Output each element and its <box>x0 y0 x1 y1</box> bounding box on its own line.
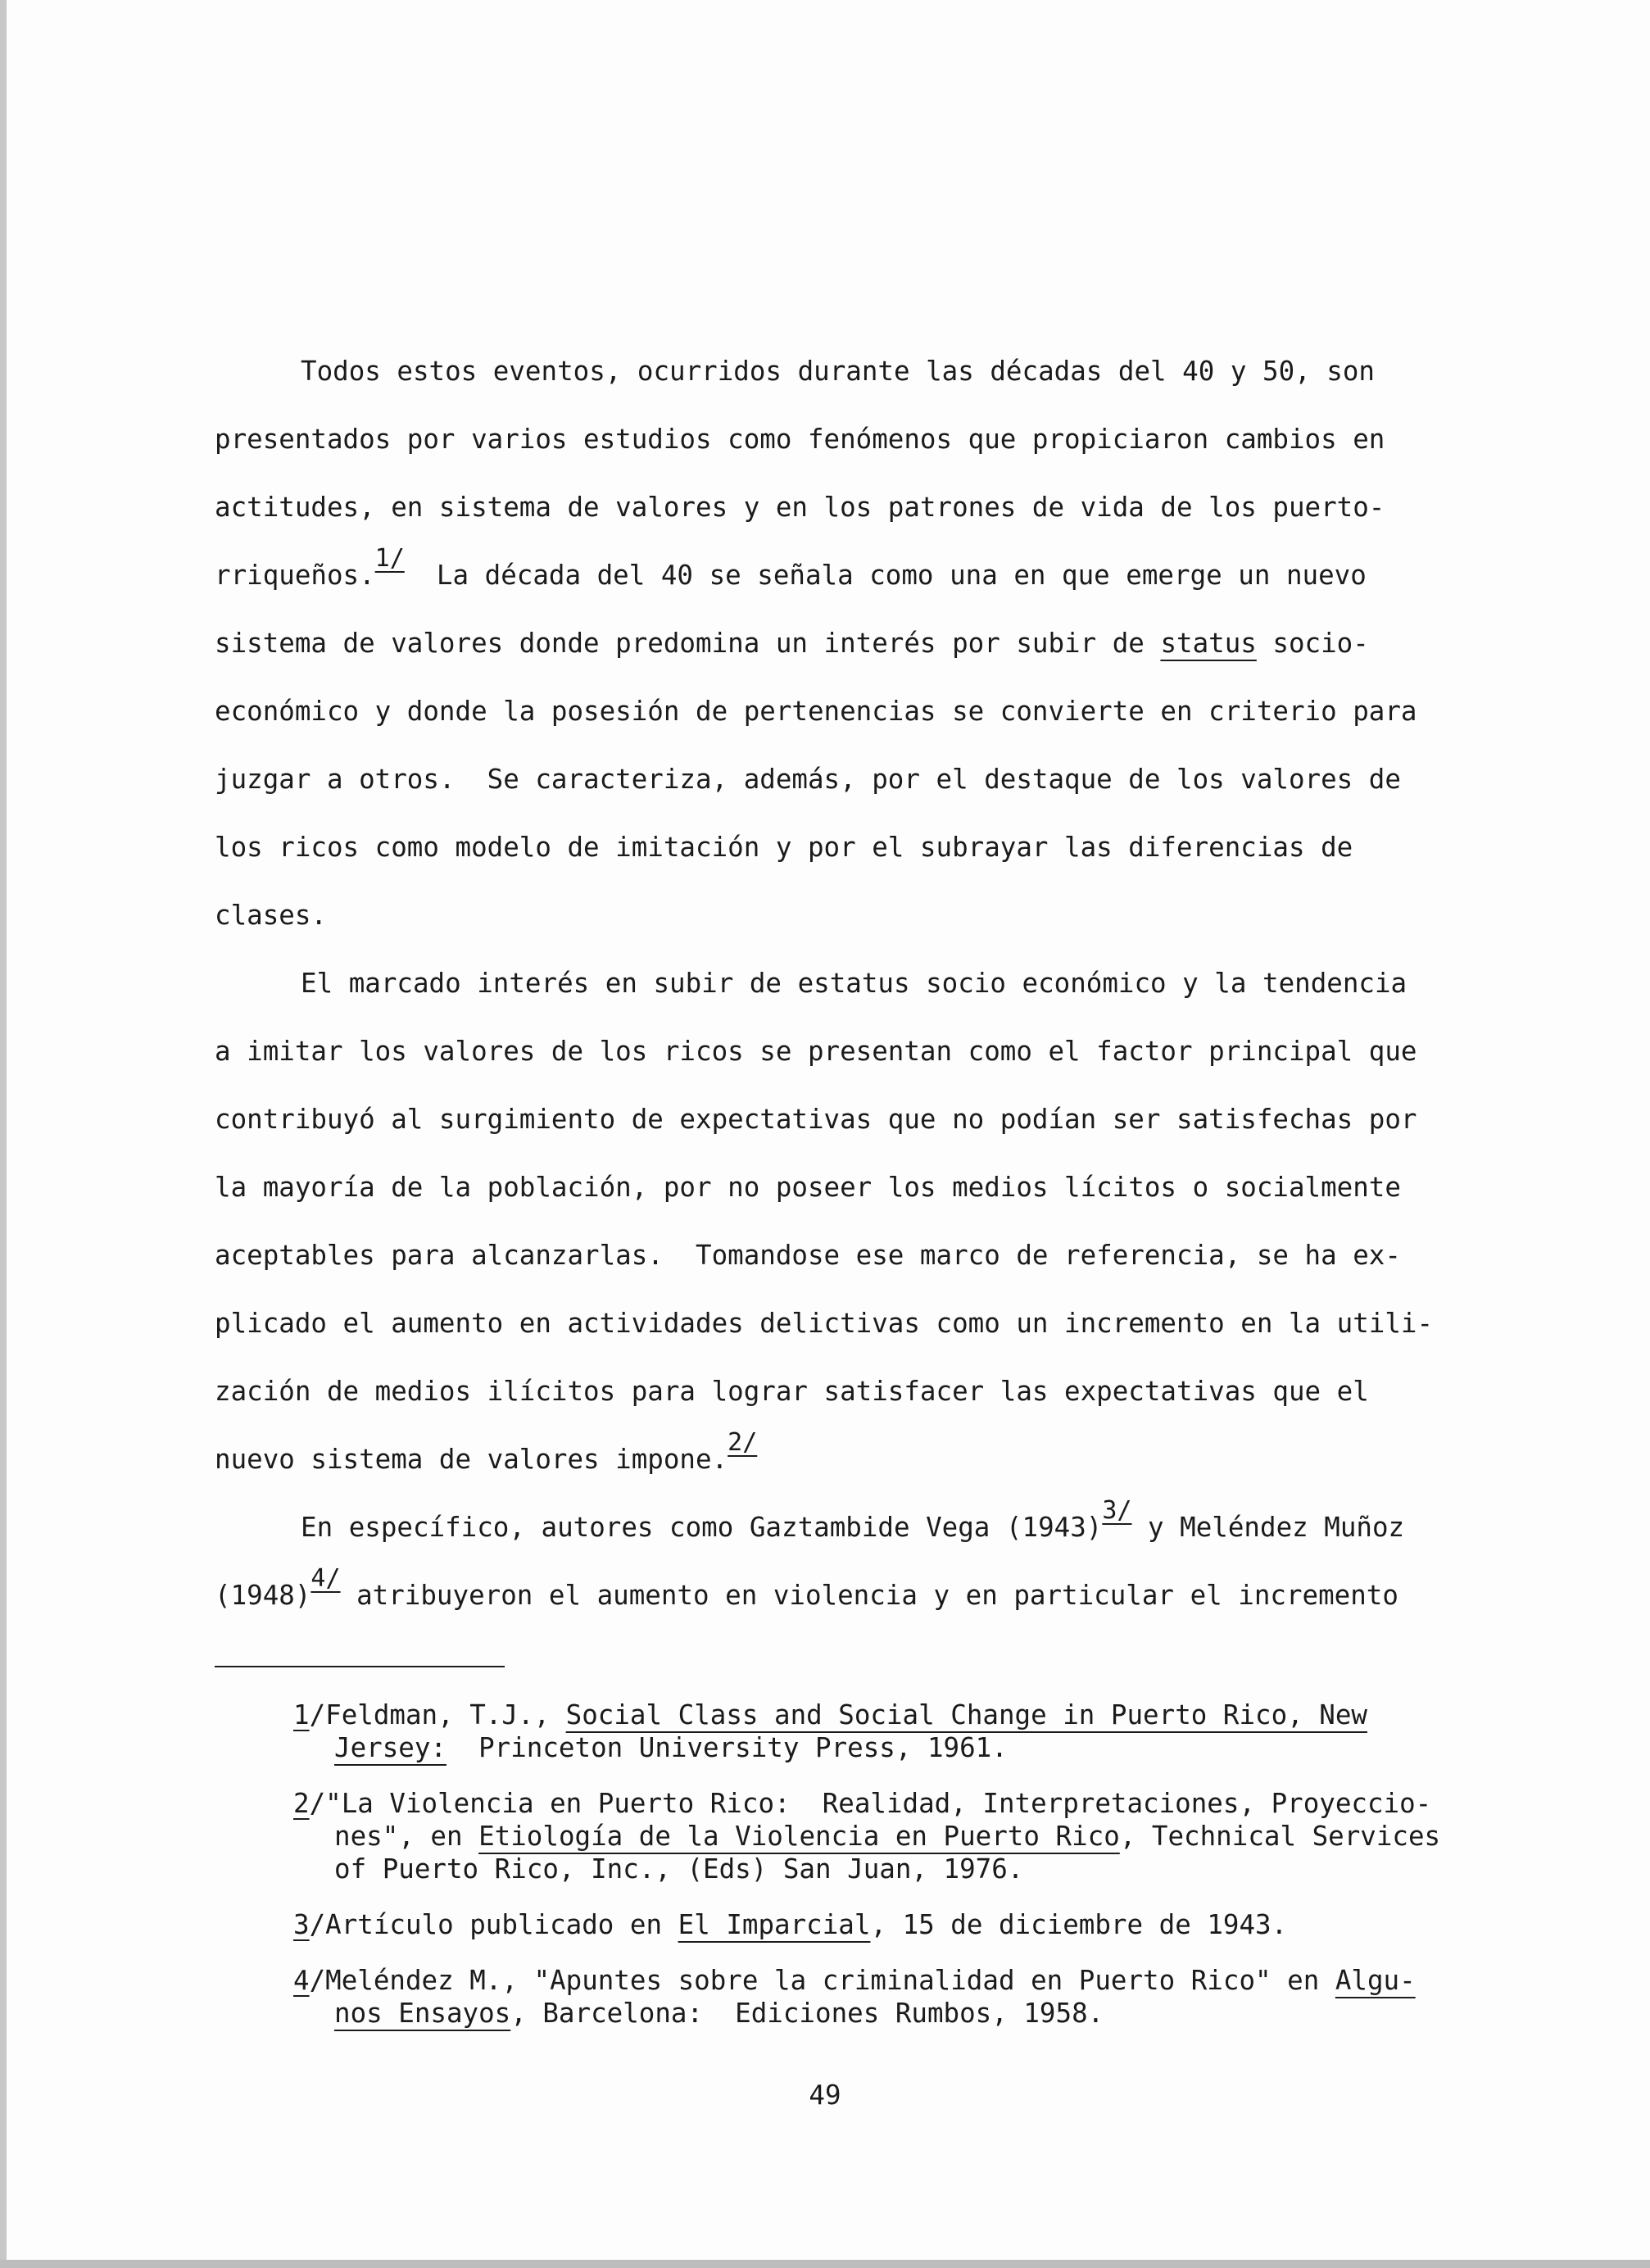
footnote-text: , Technical Services <box>1119 1821 1441 1852</box>
paragraph-2-line <box>215 1222 1509 1290</box>
footnote-text: /Artículo publicado en <box>309 1909 678 1940</box>
page-number: 49 <box>809 2080 841 2111</box>
scan-left-edge <box>0 0 7 2268</box>
paragraph-1-line <box>215 678 1509 746</box>
footnote-title: Social Class and Social Change in Puerto Rico, New <box>565 1699 1367 1730</box>
paragraph-1-line <box>215 542 1509 610</box>
footnote-ref-4: 4/ <box>311 1564 341 1593</box>
footnote-4 <box>293 1964 1571 2030</box>
paragraph-1-line <box>215 610 1509 678</box>
paragraph-1-line <box>215 474 1509 542</box>
footnote-text: nes", en <box>334 1821 479 1852</box>
text-run: presentados por varios estudios como fenómenos que propiciaron cambios en <box>215 424 1385 455</box>
text-run: actitudes, en sistema de valores y en los patrones de vida de los puerto- <box>215 492 1385 523</box>
text-run: juzgar a otros. Se caracteriza, además, por el destaque de los valores de <box>215 764 1401 795</box>
text-run: zación de medios ilícitos para lograr satisfacer las expectativas que el <box>215 1376 1369 1407</box>
paragraph-1-line <box>215 746 1509 814</box>
text-run: (1948) <box>215 1580 311 1611</box>
text-run: socio- <box>1256 628 1369 659</box>
text-run: En específico, autores como Gaztambide Vega (1943) <box>301 1512 1103 1543</box>
footnote-ref-2: 2/ <box>728 1428 758 1457</box>
footnote-1 <box>293 1699 1571 1764</box>
paragraph-2-line <box>215 1018 1509 1086</box>
paragraph-1-line <box>215 406 1509 474</box>
footnote-text: Princeton University Press, 1961. <box>446 1732 1008 1763</box>
footnote-ref-3: 3/ <box>1102 1496 1132 1525</box>
footnote-text: /"La Violencia en Puerto Rico: Realidad, Interpretaciones, Proyeccio- <box>309 1788 1432 1819</box>
text-run: aceptables para alcanzarlas. Tomandose ese marco de referencia, se ha ex- <box>215 1240 1401 1271</box>
paragraph-2-line <box>215 950 1509 1018</box>
footnote-ref-1: 1/ <box>374 544 405 573</box>
text-run: atribuyeron el aumento en violencia y en particular el incremento <box>340 1580 1398 1611</box>
footnote-text: of Puerto Rico, Inc., (Eds) San Juan, 1976. <box>334 1853 1024 1885</box>
text-run: económico y donde la posesión de pertenencias se convierte en criterio para <box>215 696 1417 727</box>
text-run: rriqueños. <box>215 560 375 591</box>
paragraph-2-line <box>215 1086 1509 1154</box>
underlined-term: status <box>1160 628 1257 659</box>
footnote-title: Etiología de la Violencia en Puerto Rico <box>478 1821 1120 1852</box>
footnote-text: /Feldman, T.J., <box>309 1699 566 1730</box>
paragraph-3-line <box>215 1562 1509 1630</box>
paragraph-2-line <box>215 1290 1509 1358</box>
footnote-separator <box>215 1666 505 1667</box>
footnote-2 <box>293 1787 1571 1885</box>
paragraph-1-line <box>215 338 1509 406</box>
text-run: plicado el aumento en actividades delictivas como un incremento en la utili- <box>215 1308 1434 1339</box>
footnote-title: Algu- <box>1335 1965 1416 1996</box>
footnote-text: /Meléndez M., "Apuntes sobre la criminalidad en Puerto Rico" en <box>309 1965 1335 1996</box>
text-run: nuevo sistema de valores impone. <box>215 1444 728 1475</box>
footnote-number: 1 <box>293 1699 310 1730</box>
paragraph-2-line <box>215 1426 1509 1494</box>
footnote-title: nos Ensayos <box>334 1998 511 2029</box>
paragraph-1-line <box>215 814 1509 882</box>
text-run: contribuyó al surgimiento de expectativas que no podían ser satisfechas por <box>215 1104 1417 1135</box>
text-run: La década del 40 se señala como una en que emerge un nuevo <box>404 560 1367 591</box>
text-run: El marcado interés en subir de estatus socio económico y la tendencia <box>301 968 1407 999</box>
text-run: la mayoría de la población, por no poseer los medios lícitos o socialmente <box>215 1172 1401 1203</box>
paragraph-1-line <box>215 882 1509 950</box>
text-run: y Meléndez Muñoz <box>1131 1512 1405 1543</box>
footnotes <box>293 1699 1571 2053</box>
footnote-3 <box>293 1908 1571 1941</box>
footnote-text: , Barcelona: Ediciones Rumbos, 1958. <box>510 1998 1104 2029</box>
text-run: sistema de valores donde predomina un interés por subir de <box>215 628 1161 659</box>
footnote-number: 2 <box>293 1788 310 1819</box>
text-run: Todos estos eventos, ocurridos durante las décadas del 40 y 50, son <box>301 356 1375 387</box>
footnote-text: , 15 de diciembre de 1943. <box>870 1909 1288 1940</box>
paragraph-3-line <box>215 1494 1509 1562</box>
text-run: los ricos como modelo de imitación y por el subrayar las diferencias de <box>215 832 1353 863</box>
paragraph-2-line <box>215 1154 1509 1222</box>
text-run: a imitar los valores de los ricos se presentan como el factor principal que <box>215 1036 1417 1067</box>
scan-bottom-edge <box>0 2260 1650 2268</box>
text-run: clases. <box>215 900 327 931</box>
footnote-title: El Imparcial <box>678 1909 871 1940</box>
footnote-title: Jersey: <box>334 1732 446 1763</box>
paragraph-2-line <box>215 1358 1509 1426</box>
footnote-number: 3 <box>293 1909 310 1940</box>
footnote-number: 4 <box>293 1965 310 1996</box>
body-text <box>215 338 1509 1630</box>
